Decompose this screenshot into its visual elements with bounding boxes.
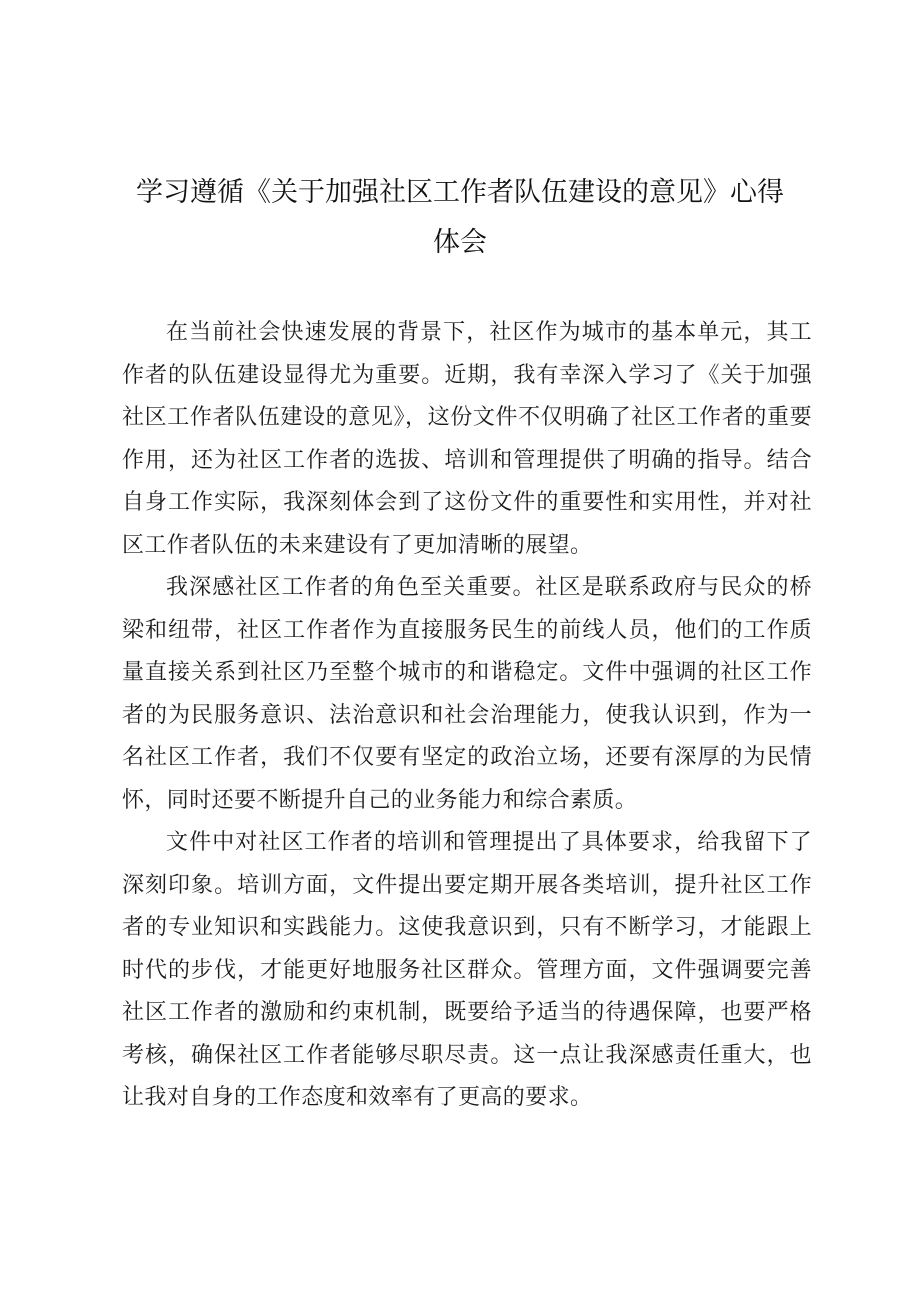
document-title xyxy=(110,168,810,268)
document-body xyxy=(122,312,812,1120)
title-line-1: 学习遵循《关于加强社区工作者队伍建设的意见》心得 xyxy=(136,177,784,208)
paragraph-3: 文件中对社区工作者的培训和管理提出了具体要求，给我留下了深刻印象。培训方面，文件提出要定期开展各类培训，提升社区工作者的专业知识和实践能力。这使我意识到，只有不断学习，才能跟上时代的步伐，才能更好地服务社区群众。管理方面，文件强调要完善社区工作者的激励和约束机制，既要给予适当的待遇保障，也要严格考核，确保社区工作者能够尽职尽责。这一点让我深感责任重大，也让我对自身的工作态度和效率有了更高的要求。 xyxy=(122,830,812,1110)
title-line-2: 体会 xyxy=(433,227,487,258)
paragraph-2: 我深感社区工作者的角色至关重要。社区是联系政府与民众的桥梁和纽带，社区工作者作为直接服务民生的前线人员，他们的工作质量直接关系到社区乃至整个城市的和谐稳定。文件中强调的社区工作者的为民服务意识、法治意识和社会治理能力，使我认识到，作为一名社区工作者，我们不仅要有坚定的政治立场，还要有深厚的为民情怀，同时还要不断提升自己的业务能力和综合素质。 xyxy=(122,575,812,813)
paragraph-1: 在当前社会快速发展的背景下，社区作为城市的基本单元，其工作者的队伍建设显得尤为重要。近期，我有幸深入学习了《关于加强社区工作者队伍建设的意见》，这份文件不仅明确了社区工作者的重要作用，还为社区工作者的选拔、培训和管理提供了明确的指导。结合自身工作实际，我深刻体会到了这份文件的重要性和实用性，并对社区工作者队伍的未来建设有了更加清晰的展望。 xyxy=(122,320,812,558)
